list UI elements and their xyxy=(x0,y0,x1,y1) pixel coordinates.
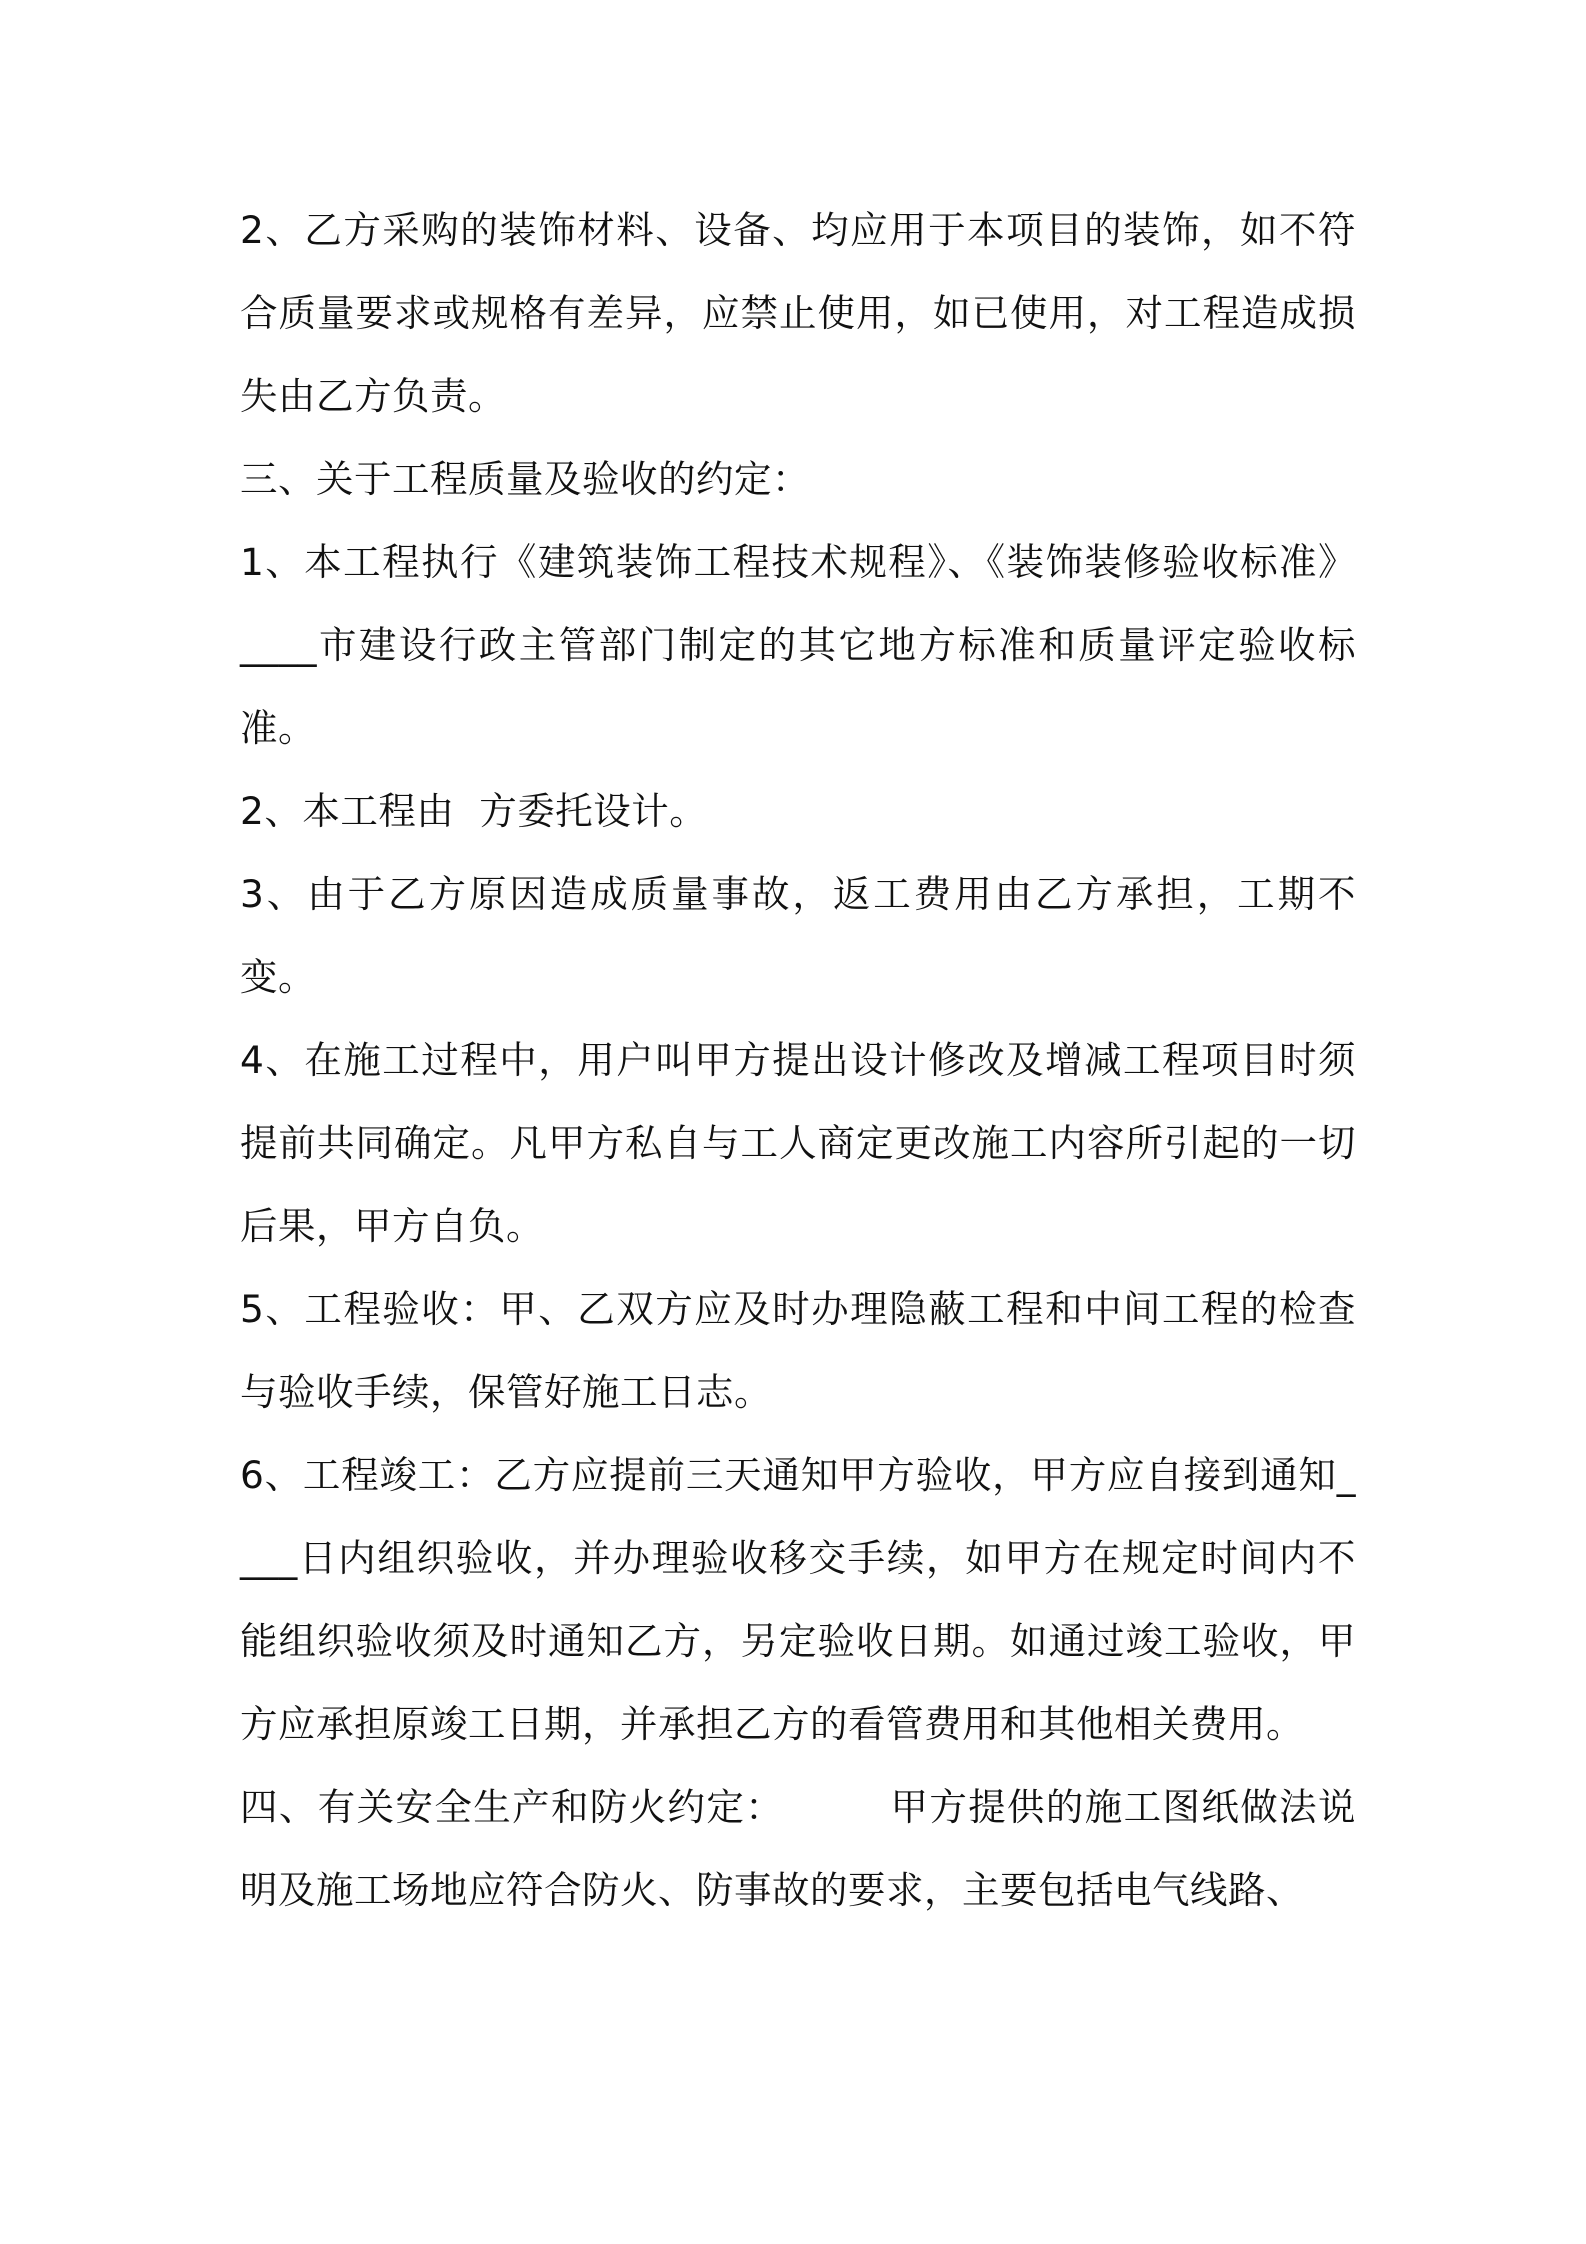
document-body xyxy=(240,189,1369,1932)
paragraph-material-quality: 2、乙方采购的装饰材料、设备、均应用于本项目的装饰，如不符合质量要求或规格有差异，应禁止使用，如已使用，对工程造成损失由乙方负责。 xyxy=(240,208,1356,418)
paragraph-standards: 1、本工程执行《建筑装饰工程技术规程》、《装饰装修验收标准》 ____市建设行政主管部门制定的其它地方标准和质量评定验收标准。 xyxy=(240,540,1369,750)
paragraph-inspection: 5、工程验收：甲、乙双方应及时办理隐蔽工程和中间工程的检查与验收手续，保管好施工日志。 xyxy=(240,1287,1356,1414)
paragraph-safety-fire: 四、有关安全生产和防火约定： 甲方提供的施工图纸做法说明及施工场地应符合防火、防事故的要求，主要包括电气线路、 xyxy=(240,1785,1356,1912)
paragraph-completion: 6、工程竣工：乙方应提前三天通知甲方验收，甲方应自接到通知____日内组织验收，并办理验收移交手续，如甲方在规定时间内不能组织验收须及时通知乙方，另定验收日期。如通过竣工验收，甲方应承担原竣工日期，并承担乙方的看管费用和其他相关费用。 xyxy=(240,1453,1356,1746)
paragraph-design-party: 2、本工程由 方委托设计。 xyxy=(240,789,708,833)
paragraph-design-changes: 4、在施工过程中，用户叫甲方提出设计修改及增减工程项目时须提前共同确定。凡甲方私自与工人商定更改施工内容所引起的一切后果，甲方自负。 xyxy=(240,1038,1356,1248)
paragraph-quality-accident: 3、由于乙方原因造成质量事故，返工费用由乙方承担，工期不变。 xyxy=(240,872,1356,999)
heading-quality-acceptance: 三、关于工程质量及验收的约定： xyxy=(240,457,810,501)
